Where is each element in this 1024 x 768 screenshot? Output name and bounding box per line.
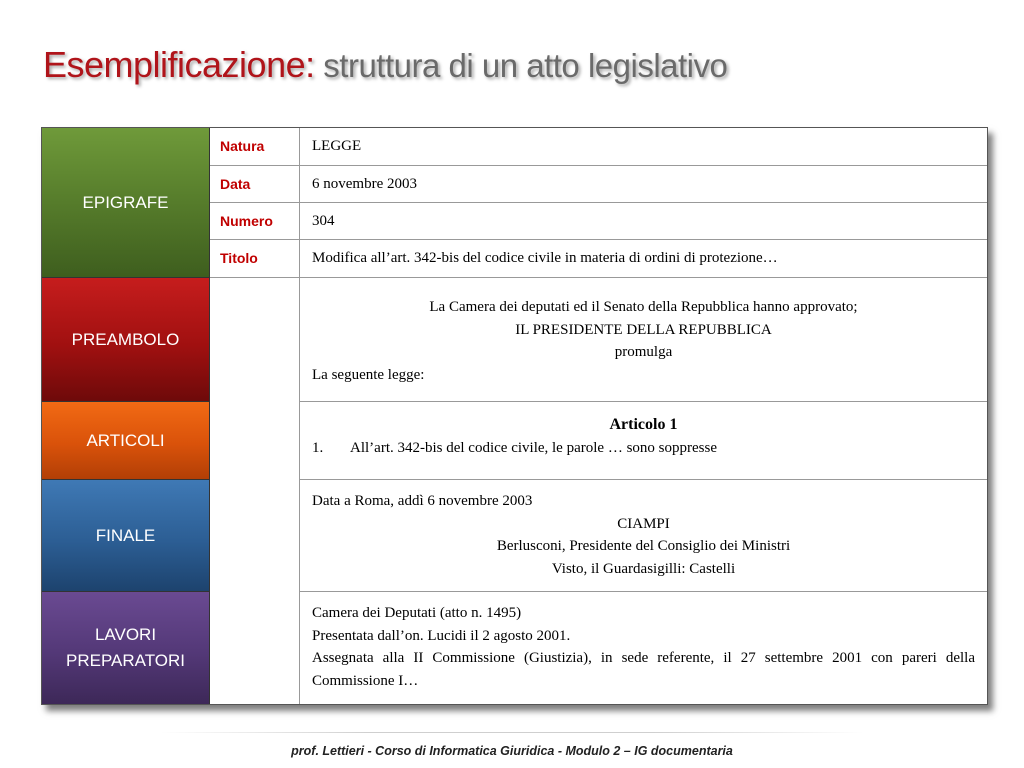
- finale-line2: CIAMPI: [617, 515, 670, 532]
- articolo-item-text: All’art. 342-bis del codice civile, le parole … sono soppresse: [350, 439, 717, 456]
- footer-divider: [160, 732, 864, 733]
- section-articoli: [42, 402, 210, 480]
- finale-line3: Berlusconi, Presidente del Consiglio dei Ministri: [496, 538, 791, 554]
- structure-table: [41, 127, 988, 705]
- finale-line1: Data a Roma, addì 6 novembre 2003: [312, 493, 533, 509]
- section-articoli-label: ARTICOLI: [86, 430, 165, 450]
- articoli-text: [300, 402, 987, 480]
- section-lavori-preparatori: [42, 592, 210, 704]
- finale-text: [300, 480, 987, 592]
- epigrafe-label-titolo: Titolo: [210, 240, 300, 278]
- articolo-item: [312, 437, 975, 460]
- blank-label-column: [210, 278, 300, 704]
- finale-line4: Visto, il Guardasigilli: Castelli: [551, 560, 736, 577]
- lavori-line1: Camera dei Deputati (atto n. 1495): [312, 605, 522, 621]
- section-epigrafe-label: EPIGRAFE: [82, 192, 169, 212]
- section-lavori-label-line2: PREPARATORI: [65, 651, 186, 670]
- lavori-line3: Assegnata alla II Commissione (Giustizia), in sede referente, il 27 settembre 2001 con pareri della Commissione I…: [312, 650, 975, 689]
- preambolo-line4: La seguente legge:: [312, 366, 425, 383]
- epigrafe-label-numero: Numero: [210, 203, 300, 240]
- lavori-line2: Presentata dall’on. Lucidi il 2 agosto 2001.: [312, 627, 571, 644]
- preambolo-text: [300, 278, 987, 402]
- epigrafe-value-natura: LEGGE: [300, 128, 987, 166]
- section-epigrafe: [42, 128, 210, 278]
- slide-title: [43, 44, 727, 86]
- section-preambolo-label: PREAMBOLO: [71, 329, 180, 349]
- title-sub: struttura di un atto legislativo: [314, 47, 728, 84]
- section-lavori-label-line1: LAVORI: [94, 625, 157, 644]
- footer-credit: prof. Lettieri - Corso di Informatica Giuridica - Modulo 2 – IG documentaria: [291, 744, 733, 758]
- preambolo-line2: IL PRESIDENTE DELLA REPUBBLICA: [515, 321, 772, 338]
- lavori-text: [300, 592, 987, 704]
- articolo-item-number: 1.: [312, 439, 324, 456]
- epigrafe-value-titolo: Modifica all’art. 342-bis del codice civile in materia di ordini di protezione…: [300, 240, 987, 278]
- epigrafe-value-numero: 304: [300, 203, 987, 240]
- epigrafe-label-natura: Natura: [210, 128, 300, 166]
- preambolo-line1: La Camera dei deputati ed il Senato della Repubblica hanno approvato;: [429, 299, 858, 315]
- section-finale: [42, 480, 210, 592]
- epigrafe-label-data: Data: [210, 166, 300, 203]
- section-finale-label: FINALE: [95, 525, 156, 545]
- articolo-heading: Articolo 1: [609, 416, 678, 433]
- epigrafe-value-data: 6 novembre 2003: [300, 166, 987, 203]
- section-preambolo: [42, 278, 210, 402]
- title-main: Esemplificazione:: [43, 44, 315, 85]
- preambolo-line3: promulga: [614, 344, 673, 360]
